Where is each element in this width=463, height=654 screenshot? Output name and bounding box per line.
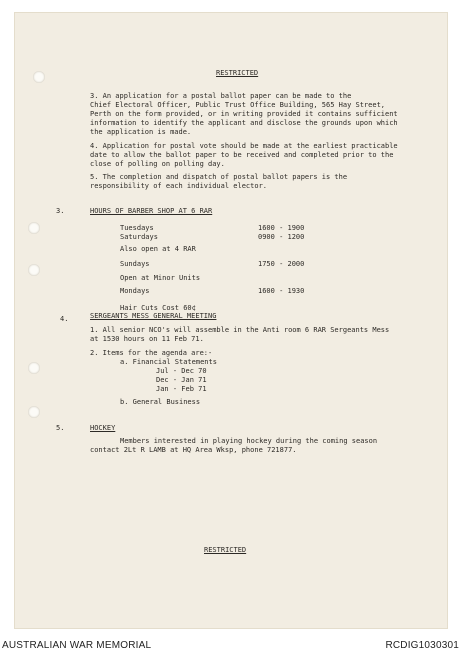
punch-hole	[28, 264, 40, 276]
classification-footer: RESTRICTED	[204, 546, 247, 554]
punch-hole	[28, 406, 40, 418]
section-heading: HOURS OF BARBER SHOP AT 6 RAR	[90, 207, 213, 215]
document-page: RESTRICTED 3. An application for a postal ballot paper can be made to the Chief Electoral Officer, Public Trust Office Building, 565 Hay Street, Perth on the form provided, or in writing provided it contains sufficient information to identify the applicant and disclose the grounds upon which the application is made. 4. Application for postal vote should be made at the earliest practicable date to allow the ballot paper to be received and completed prior to the close of polling on polling day. 5. The completion and dispatch of postal ballot papers is the responsibility of each individual elector. 3. HOURS OF BARBER SHOP AT 6 RAR Tuesdays 1600 - 1900 Saturdays 0900 - 1200 Also open at 4 RAR Sundays 1750 - 2000 Open at Minor Units Mondays 1600 - 1930 Hair Cuts Cost 60¢ 4. SERGEANTS MESS GENERAL MEETING 1. All senior NCO's will assemble in the Anti room 6 RAR Sergeants Mess at 1530 hours on 11 Feb 71. 2. Items for the agenda are:- a. Financial Statements Jul - Dec 70 Dec - Jan 71 Jan - Feb 71 b. General Business 5. HOCKEY Members interested in playing hockey during the coming season contact 2Lt R LAMB at HQ Area Wksp, phone 721877. RESTRICTED	[14, 12, 448, 629]
archive-reference: RCDIG1030301	[385, 640, 459, 651]
classification-header: RESTRICTED	[216, 69, 259, 77]
archive-footer	[0, 636, 463, 654]
punch-hole	[33, 71, 45, 83]
section-heading: SERGEANTS MESS GENERAL MEETING	[90, 312, 217, 320]
section-number: 5.	[56, 424, 65, 432]
section-heading: HOCKEY	[90, 424, 116, 432]
section-number: 3.	[56, 207, 65, 215]
punch-hole	[28, 222, 40, 234]
section-number: 4.	[60, 315, 69, 323]
punch-hole	[28, 362, 40, 374]
archive-source: AUSTRALIAN WAR MEMORIAL	[2, 640, 152, 651]
